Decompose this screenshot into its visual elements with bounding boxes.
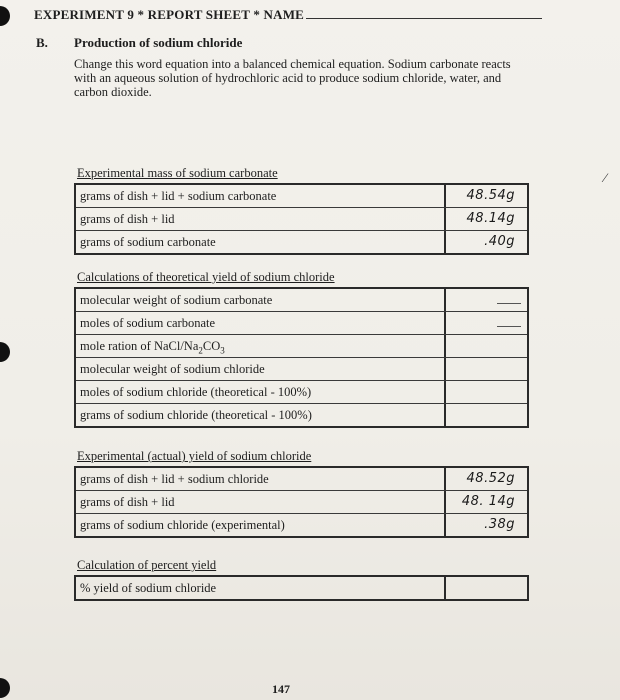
row-label: molecular weight of sodium carbonate xyxy=(76,289,446,311)
table-row xyxy=(76,311,527,334)
actual-table-caption: Experimental (actual) yield of sodium chloride xyxy=(77,449,312,463)
experiment-label: EXPERIMENT 9 xyxy=(34,7,135,22)
percent-table xyxy=(74,575,529,601)
row-value[interactable] xyxy=(446,381,527,403)
table-row xyxy=(76,513,527,536)
table-row xyxy=(76,334,527,357)
table-row xyxy=(76,490,527,513)
row-value[interactable] xyxy=(446,577,527,599)
row-label: grams of sodium chloride (theoretical - 100%) xyxy=(76,404,446,426)
table-row xyxy=(76,185,527,207)
row-value[interactable] xyxy=(446,312,527,334)
percent-table-caption: Calculation of percent yield xyxy=(77,558,217,572)
row-label: molecular weight of sodium chloride xyxy=(76,358,446,380)
page-number: 147 xyxy=(272,682,290,696)
row-value[interactable] xyxy=(446,289,527,311)
table-row xyxy=(76,403,527,426)
binder-hole xyxy=(0,678,10,698)
row-label xyxy=(76,335,446,357)
row-value[interactable]: .38g xyxy=(484,517,515,532)
name-blank[interactable] xyxy=(306,6,542,19)
table-row xyxy=(76,577,527,599)
section-instructions: Change this word equation into a balanced chemical equation. Sodium carbonate reacts with an aqueous solution of hydrochloric acid to produce sodium chloride, water, and carbon dioxide. xyxy=(74,57,511,99)
row-value[interactable]: 48.54g xyxy=(466,188,515,203)
row-label: moles of sodium chloride (theoretical - 100%) xyxy=(76,381,446,403)
section-title: Production of sodium chloride xyxy=(74,35,243,50)
section-letter: B. xyxy=(36,35,48,50)
table-row xyxy=(76,357,527,380)
row-label: grams of dish + lid xyxy=(76,208,446,230)
mole-ratio-suffix: CO xyxy=(202,339,221,353)
row-value[interactable]: .40g xyxy=(484,234,515,249)
table-row xyxy=(76,468,527,490)
table-row xyxy=(76,380,527,403)
report-sheet-label: REPORT SHEET xyxy=(147,7,250,22)
row-value[interactable] xyxy=(446,358,527,380)
row-label: moles of sodium carbonate xyxy=(76,312,446,334)
actual-table xyxy=(74,466,529,538)
row-value[interactable] xyxy=(446,404,527,426)
mass-table xyxy=(74,183,529,255)
binder-hole xyxy=(0,6,10,26)
row-label: grams of dish + lid + sodium carbonate xyxy=(76,185,446,207)
row-label: % yield of sodium chloride xyxy=(76,577,446,599)
name-label: NAME xyxy=(263,7,305,22)
row-value[interactable]: 48.14g xyxy=(466,211,515,226)
check-mark-icon xyxy=(497,295,521,304)
binder-hole xyxy=(0,342,10,362)
theory-table-caption: Calculations of theoretical yield of sodium chloride xyxy=(77,270,335,284)
table-row xyxy=(76,230,527,253)
row-value[interactable]: 48.52g xyxy=(466,471,515,486)
row-label: grams of dish + lid + sodium chloride xyxy=(76,468,446,490)
row-value[interactable]: 48. 14g xyxy=(461,494,515,509)
report-header: EXPERIMENT 9 * REPORT SHEET * NAME xyxy=(34,6,542,23)
subscript: 3 xyxy=(220,345,225,356)
check-mark-icon xyxy=(497,318,521,327)
table-row xyxy=(76,289,527,311)
theory-table xyxy=(74,287,529,428)
row-label: grams of sodium carbonate xyxy=(76,231,446,253)
subscript: 2 xyxy=(198,345,203,356)
row-value[interactable] xyxy=(446,335,527,357)
row-label: grams of sodium chloride (experimental) xyxy=(76,514,446,536)
row-label: grams of dish + lid xyxy=(76,491,446,513)
mass-table-caption: Experimental mass of sodium carbonate xyxy=(77,166,278,180)
margin-mark: ⁄ xyxy=(604,170,607,185)
mole-ratio-label: mole ration of NaCl/Na xyxy=(80,339,199,353)
table-row xyxy=(76,207,527,230)
